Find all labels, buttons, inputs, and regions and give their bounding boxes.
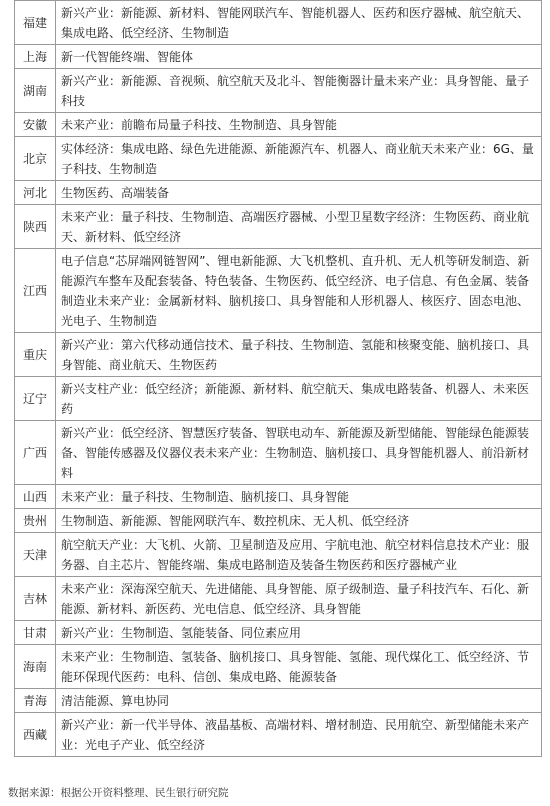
industry-cell: 新兴支柱产业：低空经济；新能源、新材料、航空航天、集成电路装备、机器人、未来医药 [56, 377, 542, 421]
industry-cell: 新兴产业：新一代半导体、液晶基板、高端材料、增材制造、民用航空、新型储能未来产业：光电子产业、低空经济 [56, 713, 542, 757]
province-cell: 安徽 [15, 113, 56, 137]
data-source-note: 数据来源：根据公开资料整理、民生银行研究院 [8, 787, 229, 799]
province-cell: 广西 [15, 421, 56, 485]
industry-cell: 未来产业：量子科技、生物制造、高端医疗器械、小型卫星数字经济：生物医药、商业航天、新材料、低空经济 [56, 205, 542, 249]
industry-table-body [15, 1, 542, 757]
table-row [15, 645, 542, 689]
table-row [15, 205, 542, 249]
industry-cell: 新兴产业：新能源、音视频、航空航天及北斗、智能衡器计量未来产业：具身智能、量子科技 [56, 69, 542, 113]
industry-cell: 新一代智能终端、智能体 [56, 45, 542, 69]
industry-cell: 未来产业：深海深空航天、先进储能、具身智能、原子级制造、量子科技汽车、石化、新能源、新材料、新医药、光电信息、低空经济、具身智能 [56, 577, 542, 621]
province-cell: 湖南 [15, 69, 56, 113]
table-row [15, 249, 542, 333]
province-cell: 河北 [15, 181, 56, 205]
industry-cell: 航空航天产业：大飞机、火箭、卫星制造及应用、宇航电池、航空材料信息技术产业：服务器、自主芯片、智能终端、集成电路制造及装备生物医药和医疗器械产业 [56, 533, 542, 577]
province-cell: 海南 [15, 645, 56, 689]
industry-cell: 未来产业：量子科技、生物制造、脑机接口、具身智能 [56, 485, 542, 509]
industry-cell: 生物医药、高端装备 [56, 181, 542, 205]
province-cell: 福建 [15, 1, 56, 45]
table-row [15, 377, 542, 421]
industry-cell: 清洁能源、算电协同 [56, 689, 542, 713]
province-cell: 甘肃 [15, 621, 56, 645]
table-row [15, 485, 542, 509]
industry-table [14, 0, 542, 757]
industry-cell: 实体经济：集成电路、绿色先进能源、新能源汽车、机器人、商业航天未来产业：6G、量子科技、生物制造 [56, 137, 542, 181]
table-row [15, 713, 542, 757]
table-row [15, 181, 542, 205]
province-cell: 陕西 [15, 205, 56, 249]
province-cell: 江西 [15, 249, 56, 333]
industry-cell: 电子信息“芯屏端网链智网”、锂电新能源、大飞机整机、直升机、无人机等研发制造、新能源汽车整车及配套装备、特色装备、生物医药、低空经济、电子信息、有色金属、装备制造业未来产业：金属新材料、脑机接口、具身智能和人形机器人、核医疗、固态电池、光电子、生物制造 [56, 249, 542, 333]
table-row [15, 509, 542, 533]
industry-cell: 新兴产业：第六代移动通信技术、量子科技、生物制造、氢能和核聚变能、脑机接口、具身智能、商业航天、生物医药 [56, 333, 542, 377]
industry-cell: 新兴产业：新能源、新材料、智能网联汽车、智能机器人、医药和医疗器械、航空航天、集成电路、低空经济、生物制造 [56, 1, 542, 45]
table-row [15, 689, 542, 713]
table-row [15, 621, 542, 645]
table-row [15, 533, 542, 577]
table-row [15, 1, 542, 45]
table-row [15, 113, 542, 137]
industry-cell: 未来产业：前瞻布局量子科技、生物制造、具身智能 [56, 113, 542, 137]
table-row [15, 421, 542, 485]
province-cell: 吉林 [15, 577, 56, 621]
table-row [15, 577, 542, 621]
table-row [15, 137, 542, 181]
province-cell: 重庆 [15, 333, 56, 377]
industry-cell: 生物制造、新能源、智能网联汽车、数控机床、无人机、低空经济 [56, 509, 542, 533]
province-cell: 贵州 [15, 509, 56, 533]
table-row [15, 333, 542, 377]
province-cell: 山西 [15, 485, 56, 509]
province-cell: 天津 [15, 533, 56, 577]
province-cell: 北京 [15, 137, 56, 181]
industry-cell: 新兴产业：低空经济、智慧医疗装备、智联电动车、新能源及新型储能、智能绿色能源装备、智能传感器及仪器仪表未来产业：生物制造、脑机接口、具身智能机器人、前沿新材料 [56, 421, 542, 485]
province-cell: 青海 [15, 689, 56, 713]
province-cell: 辽宁 [15, 377, 56, 421]
table-row [15, 69, 542, 113]
industry-cell: 未来产业：生物制造、氢装备、脑机接口、具身智能、氢能、现代煤化工、低空经济、节能环保现代医药：电科、信创、集成电路、能源装备 [56, 645, 542, 689]
province-cell: 西藏 [15, 713, 56, 757]
industry-cell: 新兴产业：生物制造、氢能装备、同位素应用 [56, 621, 542, 645]
province-cell: 上海 [15, 45, 56, 69]
table-row [15, 45, 542, 69]
